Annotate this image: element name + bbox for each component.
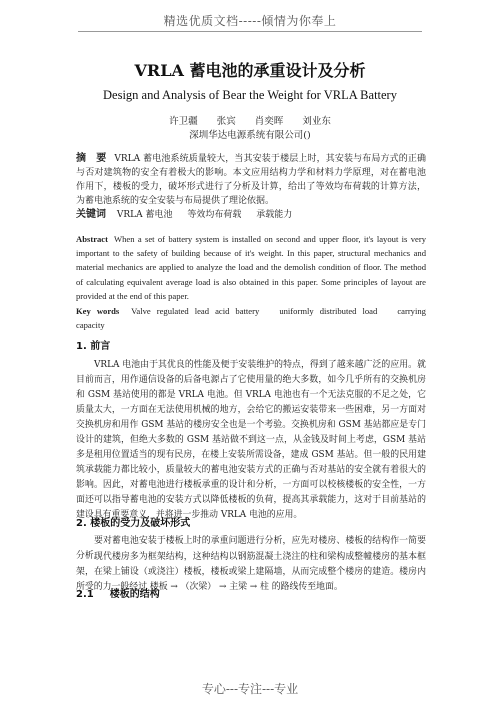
abstract-en-text: When a set of battery system is installed on second and upper floor, it's layout is very important to the safety of building because of it's weight. In this paper, structural mechanics and material mechanics are applied to analyze the load and the demolish condition of floor. The method of calculating equivalent average load is also obtained in this paper. Some principles of layout are provided at the end of this paper. bbox=[76, 234, 426, 301]
author: 肖奕晖 bbox=[254, 116, 284, 127]
keywords-en bbox=[76, 304, 426, 332]
keyword: VRLA 蓄电池 bbox=[116, 210, 173, 220]
author: 许卫疆 bbox=[169, 116, 198, 127]
keyword: Valve regulated lead acid battery bbox=[131, 306, 260, 316]
keyword: uniformly distributed load bbox=[279, 306, 378, 316]
section-heading-intro: 1. 前言 bbox=[76, 341, 111, 352]
keywords-cn-label: 关键词 bbox=[76, 209, 106, 220]
author-list bbox=[0, 113, 500, 127]
subsection-number: 2.1 bbox=[76, 589, 94, 600]
paper-title-en: Design and Analysis of Bear the Weight for VRLA Battery bbox=[103, 88, 397, 102]
abstract-en bbox=[76, 232, 426, 303]
keywords-cn bbox=[76, 208, 426, 222]
header-divider bbox=[78, 31, 422, 32]
keyword: 等效均布荷载 bbox=[187, 210, 242, 220]
footer-banner: 专心---专注---专业 bbox=[201, 682, 299, 696]
keyword: carrying capacity bbox=[76, 306, 426, 330]
keyword: 承载能力 bbox=[256, 210, 293, 220]
floor-paragraph-1: 要对蓄电池安装于楼板上时的承重问题进行分析，应先对楼房、楼板的结构作一简要分析。 bbox=[76, 536, 426, 561]
abstract-en-label: Abstract bbox=[76, 234, 108, 244]
section-heading-floor: 2. 楼板的受力及破坏形式 bbox=[76, 518, 191, 529]
abstract-cn-text: VRLA 蓄电池系统质量较大，当其安装于楼层上时，其安装与布局方式的正确与否对建筑物的安全有着极大的影响。本文应用结构力学和材料力学原理，对在蓄电池作用下，楼板的受力，破坏形式进行了分析及计算，给出了等效均布荷载的计算方法，为蓄电池系统的安全安装与布局提供了理论依据。 bbox=[76, 154, 426, 206]
author: 刘业东 bbox=[302, 116, 331, 127]
affiliation: 深圳华达电源系统有限公司() bbox=[189, 130, 311, 141]
abstract-cn-label: 摘 要 bbox=[76, 153, 107, 164]
floor-paragraph-2: 现代楼房多为框架结构，这种结构以钢筋混凝土浇注的柱和梁构成整幢楼房的基本框架，在梁上铺设（或浇注）楼板，楼板或梁上建隔墙，从而完成整个楼房的建造。楼房内所受的力一般经过 楼板 → （次梁） → 主梁 → 柱 的路线传至地面。 bbox=[76, 552, 426, 592]
subsection-title: 楼板的结构 bbox=[109, 589, 160, 600]
author: 张宾 bbox=[216, 116, 236, 127]
subsection-heading bbox=[76, 585, 426, 600]
abstract-cn bbox=[76, 152, 426, 208]
intro-paragraph: VRLA 电池由于其优良的性能及便于安装维护的特点，得到了越来越广泛的应用。就目前而言，用作通信设备的后备电源占了它使用量的绝大多数，如今几乎所有的交换机房和 GSM 基站使用的都是 VRLA 电池。但 VRLA 电池也有一个无法克服的不足之处，它质量太大，一方面在无法使用机械的地方，会给它的搬运安装带来一些困难，另一方面对交换机房和用作 GSM 基站的楼房安全也是一个考验。交换机房和 GSM 基站都应是专门设计的建筑，但绝大多数的 GSM 基站做不到这一点，从金钱及时间上考虑，GSM 基站多是租用位置适当的现有民房，在楼上安装所需设备，建成 GSM 基站。但一般的民用建筑承载能力都比较小，质量较大的蓄电池安装方式的正确与否对基站的安全就有着很大的影响。因此，对蓄电池进行楼板承重的设计和分析，一方面可以校核楼板的安全性，一方面还可以指导蓄电池的安装方式以降低楼板的负荷，提高其承载能力，这对于目前基站的建设具有重要意义，并将进一步推动 VRLA 电池的应用。 bbox=[76, 360, 426, 520]
keywords-en-label: Key words bbox=[76, 306, 120, 316]
paper-title-cn: VRLA 蓄电池的承重设计及分析 bbox=[134, 61, 366, 80]
header-banner: 精选优质文档-----倾情为你奉上 bbox=[163, 14, 337, 28]
